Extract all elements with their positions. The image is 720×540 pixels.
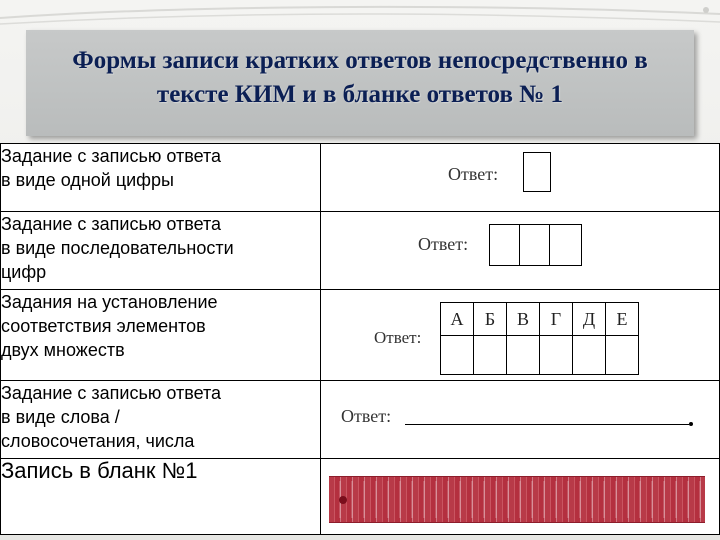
decorative-curve <box>0 0 720 30</box>
row-label-line: Задание с записью ответа <box>1 383 222 403</box>
answer-sample-cell <box>321 381 720 459</box>
answer-sample-cell <box>321 212 720 290</box>
answer-box-3 <box>549 224 582 266</box>
grid-answer-row <box>441 336 639 375</box>
grid-header-row <box>441 303 639 336</box>
row-label-line: в виде слова / <box>1 407 120 427</box>
row-label-line: двух множеств <box>1 340 125 360</box>
answer-end-dot <box>689 422 693 426</box>
row-label-line: Задания на установление <box>1 292 218 312</box>
grid-header-cell: Б <box>474 303 507 336</box>
row-label <box>1 212 321 290</box>
answer-label: Ответ: <box>448 164 499 184</box>
grid-header-cell: В <box>507 303 540 336</box>
row-label-line: соответствия элементов <box>1 316 206 336</box>
answer-label: Ответ: <box>418 234 469 254</box>
table-row-form-entry <box>1 459 720 535</box>
row-label-line: в виде одной цифры <box>1 170 174 190</box>
form-strip-cell <box>321 459 720 535</box>
row-label-line: Задание с записью ответа <box>1 214 222 234</box>
answer-sample-cell <box>321 144 720 212</box>
grid-header-cell: А <box>441 303 474 336</box>
table-row-digit-sequence <box>1 212 720 290</box>
grid-answer-cell <box>441 336 474 375</box>
row-label <box>1 381 321 459</box>
row-label <box>1 290 321 381</box>
answer-label: Ответ: <box>341 406 392 426</box>
row-label-line: словосочетания, числа <box>1 431 195 451</box>
matching-grid <box>440 302 639 375</box>
strip-marker <box>339 496 347 504</box>
row-label-line: Задание с записью ответа <box>1 146 222 166</box>
answer-box-single <box>523 152 551 192</box>
title-line-1: Формы записи кратких ответов непосредственно в <box>72 47 648 74</box>
answer-forms-table <box>0 143 720 535</box>
slide-title <box>40 44 680 112</box>
grid-answer-cell <box>606 336 639 375</box>
row-label-form: Запись в бланк №1 <box>1 459 321 535</box>
answer-box-1 <box>489 224 520 266</box>
row-label-line: в виде последовательности <box>1 238 234 258</box>
title-box <box>26 30 694 136</box>
table-row-matching <box>1 290 720 381</box>
grid-answer-cell <box>507 336 540 375</box>
answer-underline <box>405 424 689 425</box>
table-row-single-digit <box>1 144 720 212</box>
grid-header-cell: Е <box>606 303 639 336</box>
grid-header-cell: Д <box>573 303 606 336</box>
answer-label: Ответ: <box>374 328 422 347</box>
row-label-line: цифр <box>1 262 47 282</box>
answer-box-2 <box>519 224 550 266</box>
table-row-word-answer <box>1 381 720 459</box>
grid-answer-cell <box>573 336 606 375</box>
title-line-2: тексте КИМ и в бланке ответов № 1 <box>156 81 564 108</box>
answer-form-strip-image <box>329 476 705 523</box>
answer-sample-cell <box>321 290 720 381</box>
grid-answer-cell <box>474 336 507 375</box>
row-label <box>1 144 321 212</box>
grid-header-cell: Г <box>540 303 573 336</box>
grid-answer-cell <box>540 336 573 375</box>
